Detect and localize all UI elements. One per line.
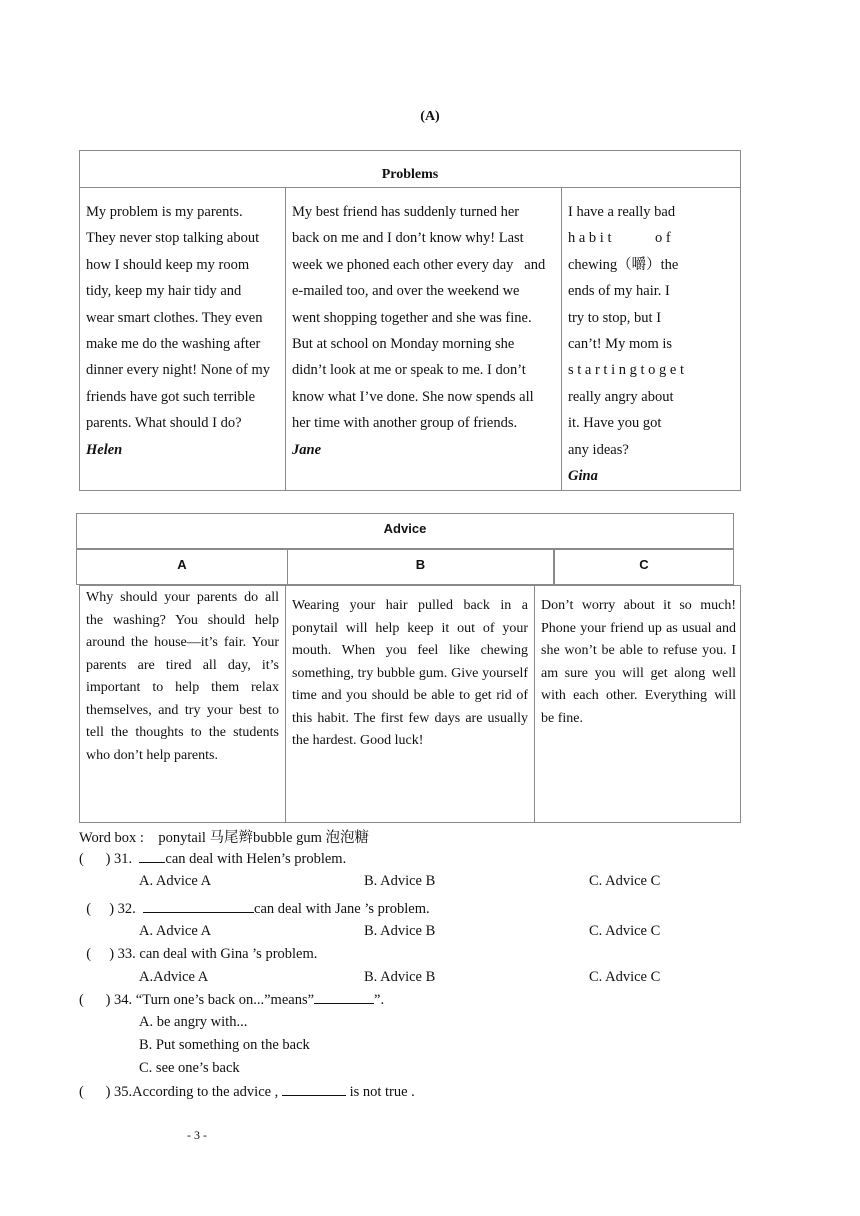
problem-line: But at school on Monday morning she (292, 336, 515, 353)
problem-line: make me do the washing after (86, 336, 261, 353)
problem-line: I have a really bad (568, 204, 676, 220)
signature-jane: Jane (292, 441, 321, 458)
option: A. Advice A (139, 873, 212, 889)
advice-body (79, 585, 741, 823)
problem-line: went shopping together and she was fine. (292, 309, 532, 326)
problem-line: back on me and I don’t know why! Last (292, 230, 524, 247)
problem-line: any ideas? (568, 441, 629, 458)
section-title: (A) (420, 109, 440, 124)
answer-blank[interactable] (314, 991, 374, 1004)
advice-column-a: A (76, 549, 288, 585)
problem-line: try to stop, but I (568, 309, 662, 326)
option: B. Advice B (364, 873, 436, 889)
option: C. see one’s back (139, 1060, 240, 1076)
option: B. Advice B (364, 923, 436, 939)
problem-line: how I should keep my room (86, 256, 250, 273)
question-35 (79, 1083, 415, 1101)
problem-line: her time with another group of friends. (292, 415, 518, 432)
problem-line: wear smart clothes. They even (86, 309, 263, 326)
problem-line: chewing（嚼）the (568, 256, 679, 273)
problem-line: s t a r t i n g t o g e t (568, 362, 684, 379)
problem-cell-jane (286, 187, 562, 490)
option: B. Advice B (364, 969, 436, 985)
problems-header: Problems (80, 151, 740, 188)
advice-cell-b: Wearing your hair pulled back in a ponytail will help keep it out of your mouth. When you feel like chewing something, try bubble gum. Give yourself time and you should be able to get rid of this habit. The first few days are usually the hardest. Good luck! (286, 586, 535, 822)
question-prefix: ( ) 33. (79, 946, 136, 962)
option: C. Advice C (589, 873, 661, 889)
problem-line: can’t! My mom is (568, 336, 673, 353)
problem-line: week we phoned each other every day and (292, 256, 546, 273)
problem-line: ends of my hair. I (568, 283, 670, 300)
option: A.Advice A (139, 969, 209, 985)
question-33 (79, 946, 317, 963)
problem-line: friends have got such terrible (86, 388, 256, 405)
page-number: - 3 - (187, 1128, 207, 1142)
option: B. Put something on the back (139, 1037, 310, 1053)
problem-line: My problem is my parents. (86, 204, 243, 220)
advice-column-b: B (288, 549, 554, 585)
problem-cell-gina (562, 187, 740, 490)
problem-line: really angry about (568, 388, 674, 405)
problem-line: it. Have you got (568, 415, 662, 432)
question-text: ”. (374, 992, 385, 1008)
advice-cell-a: Why should your parents do all the washing? You should help around the house—it’s fair. Your parents are tired all day, it’s important to help them relax themselves, and try your best to tell the thoughts to the students who don’t help parents. (80, 586, 286, 822)
signature-helen: Helen (86, 441, 123, 458)
problem-line: e-mailed too, and over the weekend we (292, 283, 520, 300)
option: A. be angry with... (139, 1014, 248, 1030)
option: C. Advice C (589, 969, 661, 985)
question-text: is not true . (345, 1084, 415, 1100)
option: C. Advice C (589, 923, 661, 939)
question-32 (79, 900, 430, 918)
advice-column-c: C (554, 549, 734, 585)
advice-header: Advice (76, 513, 734, 549)
problem-line: My best friend has suddenly turned her (292, 204, 520, 220)
word-box: Word box : ponytail 马尾辫bubble gum 泡泡糖 (79, 830, 370, 846)
question-text: can deal with Gina ’s problem. (135, 946, 318, 962)
question-34 (79, 991, 384, 1009)
question-prefix: ( ) 31. (79, 851, 140, 867)
problem-line: tidy, keep my hair tidy and (86, 283, 242, 300)
question-prefix: ( ) 35.According to the advice , (79, 1084, 282, 1100)
answer-blank[interactable] (282, 1083, 346, 1096)
problem-line: parents. What should I do? (86, 415, 242, 432)
answer-blank[interactable] (143, 900, 254, 913)
problem-line: h a b i t o f (568, 230, 671, 247)
problem-line: dinner every night! None of my (86, 362, 271, 379)
problem-line: know what I’ve done. She now spends all (292, 388, 534, 405)
question-text: can deal with Jane ’s problem. (254, 901, 430, 917)
answer-blank[interactable] (139, 850, 165, 863)
problem-line: didn’t look at me or speak to me. I don’t (292, 362, 526, 379)
signature-gina: Gina (568, 468, 598, 485)
problem-cell-helen (80, 187, 286, 490)
question-text: can deal with Helen’s problem. (165, 851, 347, 867)
option: A. Advice A (139, 923, 212, 939)
advice-cell-c: Don’t worry about it so much! Phone your friend up as usual and she won’t be able to refuse you. I am sure you will get along well with each other. Everything will be fine. (541, 598, 736, 726)
question-prefix: ( ) 32. (79, 901, 144, 917)
question-prefix: ( ) 34. “Turn one’s back on...”means” (79, 992, 315, 1008)
problems-table (79, 150, 741, 491)
question-31 (79, 850, 346, 868)
problem-line: They never stop talking about (86, 230, 260, 247)
